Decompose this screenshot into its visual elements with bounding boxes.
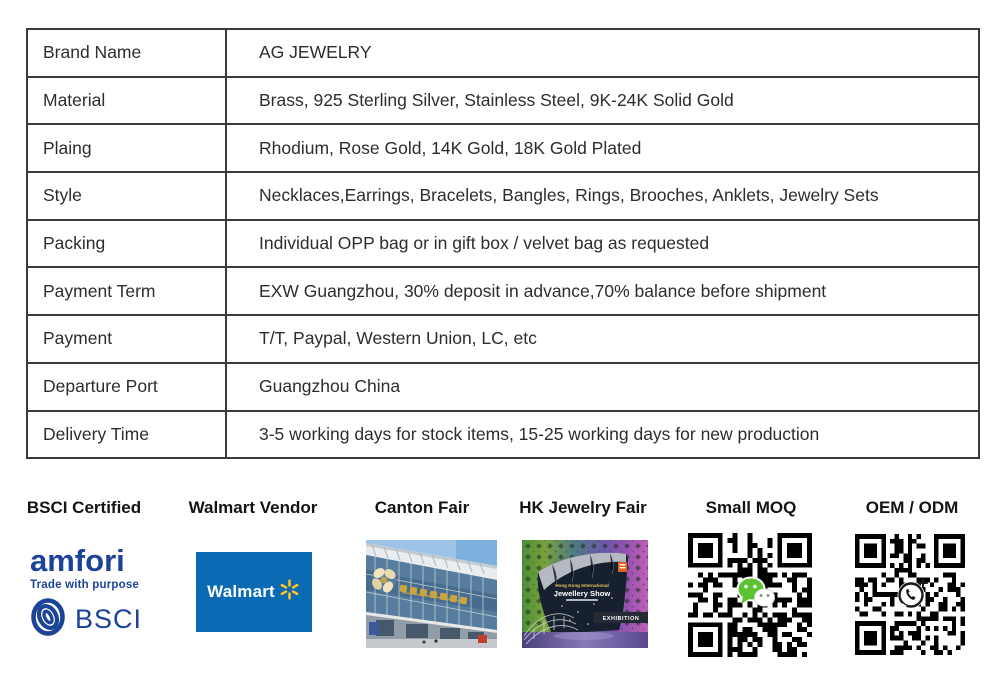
badge-label-hk-jewelry-fair: HK Jewelry Fair	[519, 498, 647, 517]
amfori-wordmark: amfori	[30, 543, 125, 578]
table-row	[27, 363, 979, 411]
spec-label: Payment	[27, 315, 226, 363]
walmart-logo	[196, 552, 312, 632]
hk-exhibition-label: EXHIBITION	[602, 616, 640, 622]
table-row	[27, 220, 979, 268]
spec-label: Payment Term	[27, 267, 226, 315]
spec-value: Brass, 925 Sterling Silver, Stainless Steel, 9K-24K Solid Gold	[226, 77, 979, 125]
bsci-wordmark: BSCI	[75, 604, 143, 634]
spec-label: Material	[27, 77, 226, 125]
table-row	[27, 77, 979, 125]
amfori-bsci-logo	[30, 543, 160, 641]
hktdc-logo	[618, 562, 627, 572]
table-row	[27, 411, 979, 459]
hk-show-line2: Jewellery Show	[553, 589, 611, 598]
hk-jewelry-fair-photo	[522, 540, 648, 648]
spec-value: T/T, Paypal, Western Union, LC, etc	[226, 315, 979, 363]
wechat-icon	[735, 575, 777, 611]
walmart-wordmark: Walmart	[207, 582, 275, 601]
spec-label: Plaing	[27, 124, 226, 172]
amfori-tagline: Trade with purpose	[30, 579, 140, 591]
spec-value: Rhodium, Rose Gold, 14K Gold, 18K Gold Plated	[226, 124, 979, 172]
table-row	[27, 267, 979, 315]
spec-value: Individual OPP bag or in gift box / velvet bag as requested	[226, 220, 979, 268]
spec-value: EXW Guangzhou, 30% deposit in advance,70% balance before shipment	[226, 267, 979, 315]
badge-label-canton-fair: Canton Fair	[374, 498, 470, 517]
spec-label: Style	[27, 172, 226, 220]
spec-label: Packing	[27, 220, 226, 268]
spec-value: 3-5 working days for stock items, 15-25 working days for new production	[226, 411, 979, 459]
spec-value: Guangzhou China	[226, 363, 979, 411]
badge-label-bsci-certified: BSCI Certified	[26, 498, 142, 517]
table-row	[27, 315, 979, 363]
badge-label-oem-odm: OEM / ODM	[865, 498, 959, 517]
spec-value: AG JEWELRY	[226, 29, 979, 77]
spec-value: Necklaces,Earrings, Bracelets, Bangles, Rings, Brooches, Anklets, Jewelry Sets	[226, 172, 979, 220]
spec-label: Brand Name	[27, 29, 226, 77]
walmart-spark-icon	[278, 578, 301, 606]
badge-label-small-moq: Small MOQ	[705, 498, 797, 517]
table-row	[27, 124, 979, 172]
table-row	[27, 172, 979, 220]
canton-fair-photo	[366, 540, 497, 648]
whatsapp-icon	[894, 576, 932, 612]
spec-label: Departure Port	[27, 363, 226, 411]
spec-label: Delivery Time	[27, 411, 226, 459]
hk-show-line1: Hong Kong International	[555, 583, 609, 588]
badge-label-walmart-vendor: Walmart Vendor	[188, 498, 318, 517]
bsci-spiral-icon	[30, 598, 66, 641]
spec-table	[26, 28, 980, 459]
table-row	[27, 29, 979, 77]
